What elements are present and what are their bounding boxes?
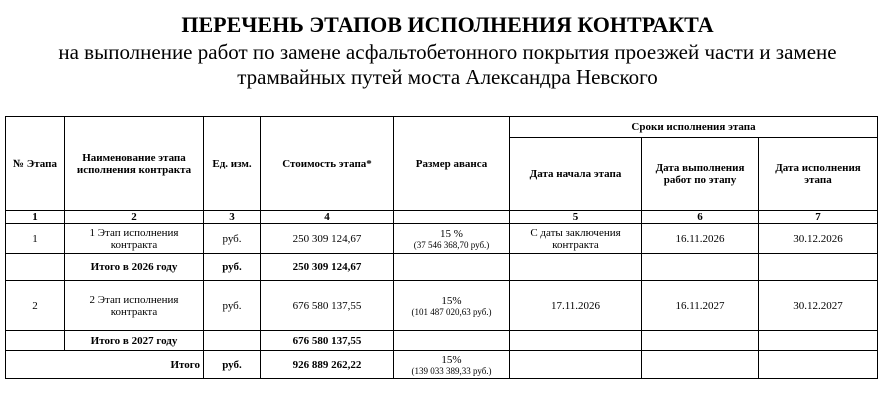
- grand-total-cost: 926 889 262,22: [261, 351, 394, 379]
- grand-total-unit: руб.: [204, 351, 261, 379]
- grand-total-advance: [394, 351, 510, 379]
- stage-unit: руб.: [204, 281, 261, 331]
- advance-sum: (139 033 389,33 руб.): [411, 365, 492, 376]
- subtitle-line-1: на выполнение работ по замене асфальтобетонного покрытия проезжей части и замене: [58, 40, 837, 64]
- stage-advance: [394, 281, 510, 331]
- header-work-date: Дата выполнения работ по этапу: [642, 138, 759, 211]
- stage-start-date: С даты заключения контракта: [510, 224, 642, 254]
- subtitle-line-2: трамвайных путей моста Александра Невского: [237, 65, 658, 89]
- header-terms: Сроки исполнения этапа: [510, 117, 878, 138]
- stage-work-date: 16.11.2027: [642, 281, 759, 331]
- stage-cost: 676 580 137,55: [261, 281, 394, 331]
- stage-name: 1 Этап исполнения контракта: [65, 224, 204, 254]
- header-cost: Стоимость этапа*: [261, 117, 394, 211]
- col-number: 7: [759, 211, 878, 224]
- advance-percent: 15%: [441, 353, 462, 366]
- header-stage-name: Наименование этапа исполнения контракта: [65, 117, 204, 211]
- header-start-date: Дата начала этапа: [510, 138, 642, 211]
- total-label: Итого в 2026 году: [65, 254, 204, 281]
- stage-unit: руб.: [204, 224, 261, 254]
- total-label: Итого в 2027 году: [65, 331, 204, 351]
- stage-number: 1: [6, 224, 65, 254]
- col-number: 6: [642, 211, 759, 224]
- stage-exec-date: 30.12.2027: [759, 281, 878, 331]
- document-title: ПЕРЕЧЕНЬ ЭТАПОВ ИСПОЛНЕНИЯ КОНТРАКТА: [181, 12, 714, 37]
- col-number: 2: [65, 211, 204, 224]
- col-number: 1: [6, 211, 65, 224]
- total-unit: руб.: [204, 254, 261, 281]
- stage-start-date: 17.11.2026: [510, 281, 642, 331]
- advance-percent: 15 %: [440, 227, 463, 240]
- header-row-1: [6, 117, 878, 138]
- total-cost: 250 309 124,67: [261, 254, 394, 281]
- advance-sum: (37 546 368,70 руб.): [413, 239, 490, 250]
- header-stage-number: № Этапа: [6, 117, 65, 211]
- col-number: 3: [204, 211, 261, 224]
- stage-1-row: [6, 224, 878, 254]
- col-number: [394, 211, 510, 224]
- stage-work-date: 16.11.2026: [642, 224, 759, 254]
- stage-2-row: [6, 281, 878, 331]
- col-number: 4: [261, 211, 394, 224]
- stage-cost: 250 309 124,67: [261, 224, 394, 254]
- advance-percent: 15%: [441, 294, 462, 307]
- total-2027-row: [6, 331, 878, 351]
- total-cost: 676 580 137,55: [261, 331, 394, 351]
- column-number-row: [6, 211, 878, 224]
- stage-exec-date: 30.12.2026: [759, 224, 878, 254]
- header-advance: Размер аванса: [394, 117, 510, 211]
- stage-advance: [394, 224, 510, 254]
- grand-total-label: Итого: [6, 351, 204, 379]
- col-number: 5: [510, 211, 642, 224]
- stage-number: 2: [6, 281, 65, 331]
- stage-name: 2 Этап исполнения контракта: [65, 281, 204, 331]
- stages-table: [5, 116, 878, 379]
- header-unit: Ед. изм.: [204, 117, 261, 211]
- advance-sum: (101 487 020,63 руб.): [411, 306, 492, 317]
- document-subtitle: [0, 40, 895, 90]
- total-2026-row: [6, 254, 878, 281]
- grand-total-row: [6, 351, 878, 379]
- header-exec-date: Дата исполнения этапа: [759, 138, 878, 211]
